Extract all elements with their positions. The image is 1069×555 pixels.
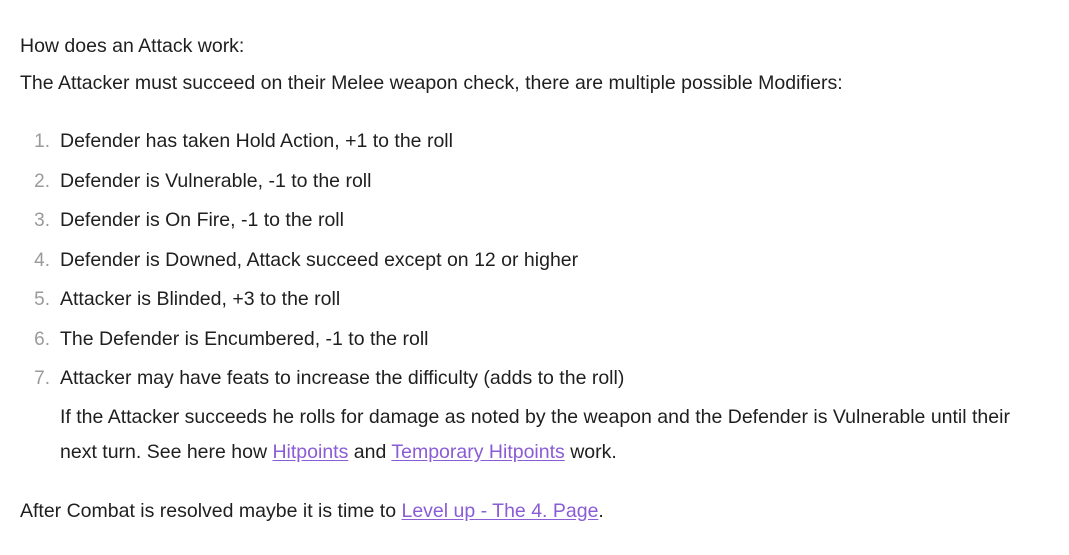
heading-line: How does an Attack work: (20, 35, 245, 57)
level-up-page-link[interactable]: Level up - The 4. Page (401, 499, 599, 522)
modifier-list (20, 122, 1049, 470)
list-item: Defender is Downed, Attack succeed except on 12 or higher (60, 248, 579, 271)
list-item: Attacker is Blinded, +3 to the roll (60, 288, 341, 310)
list-item: Defender has taken Hold Action, +1 to the roll (60, 130, 453, 152)
list-item: The Defender is Encumbered, -1 to the roll (60, 327, 429, 350)
temporary-hitpoints-link[interactable]: Temporary Hitpoints (391, 440, 565, 463)
continuation-text-part2: and (348, 440, 392, 463)
closing-text-part1: After Combat is resolved maybe it is time to (20, 499, 402, 522)
list-item: Defender is Vulnerable, -1 to the roll (60, 169, 372, 192)
closing-paragraph (20, 495, 1049, 527)
continuation-text-part3: work. (564, 440, 617, 463)
continuation-paragraph (60, 400, 1049, 470)
list-item (20, 359, 1049, 470)
intro-line: The Attacker must succeed on their Melee weapon check, there are multiple possible Modifiers: (20, 72, 843, 94)
hitpoints-link[interactable]: Hitpoints (272, 440, 349, 463)
list-item: Defender is On Fire, -1 to the roll (60, 209, 344, 231)
continuation-text-part1: If the Attacker succeeds he rolls for damage as noted by the weapon and the Defender is Vulnerable until their next turn. See here how (60, 405, 1010, 463)
list-item-label: Attacker may have feats to increase the difficulty (adds to the roll) (60, 367, 625, 389)
closing-text-part2: . (598, 499, 604, 522)
